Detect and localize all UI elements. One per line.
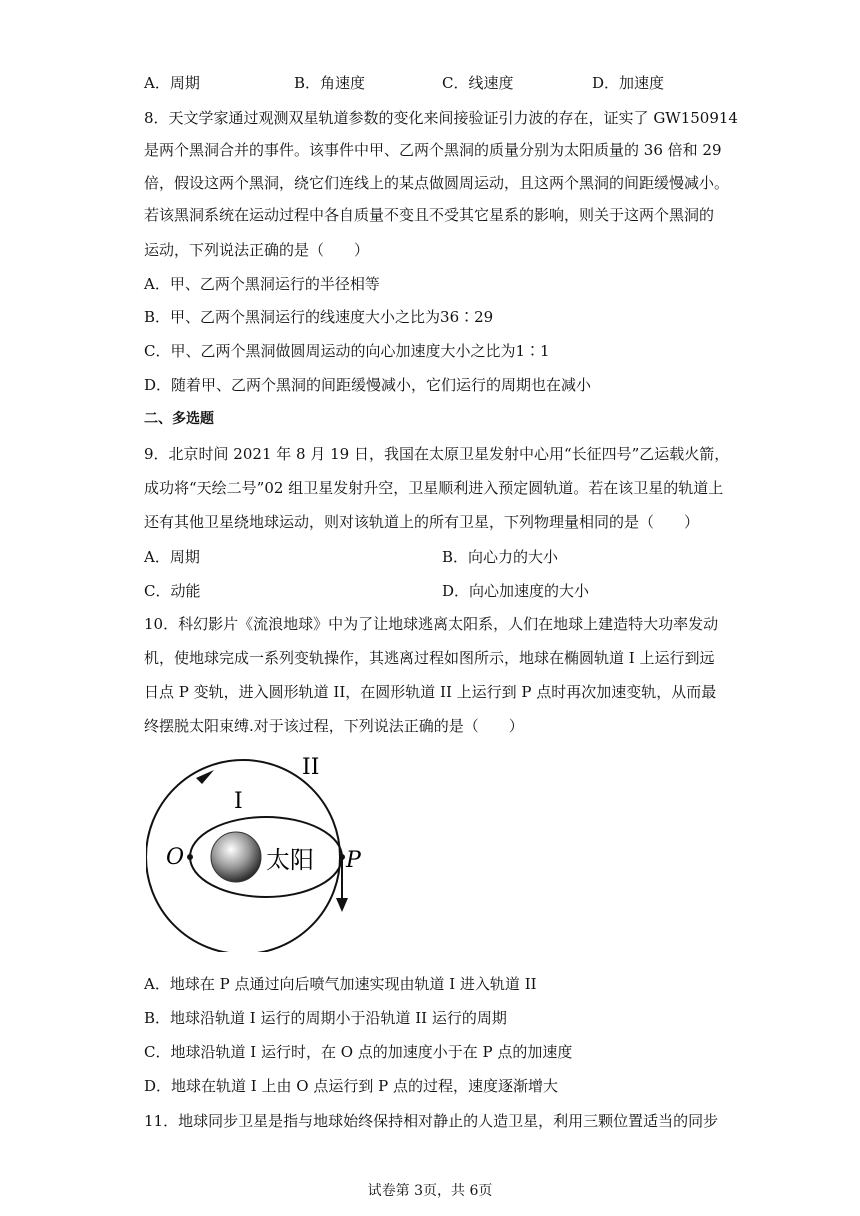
page-footer: 试卷第 3页，共 6页 <box>367 1183 493 1199</box>
q8-option-a[interactable]: A．甲、乙两个黑洞运行的半径相等 <box>144 275 380 293</box>
q8-option-b[interactable]: B．甲、乙两个黑洞运行的线速度大小之比为36∶29 <box>144 308 494 326</box>
q10-text-line: 日点 P 变轨，进入圆形轨道 II，在圆形轨道 II 上运行到 P 点时再次加速变轨，从而最 <box>144 683 717 701</box>
q9-option-c[interactable]: C．动能 <box>144 582 201 600</box>
point-o-dot <box>187 854 193 860</box>
q10-option-a[interactable]: A．地球在 P 点通过向后喷气加速实现由轨道 I 进入轨道 II <box>144 975 537 993</box>
q11-text-line: 11．地球同步卫星是指与地球始终保持相对静止的人造卫星，利用三颗位置适当的同步 <box>144 1112 719 1130</box>
orbit-diagram <box>146 752 386 952</box>
q7-options <box>144 72 744 92</box>
q7-option-b[interactable]: B．角速度 <box>294 74 366 92</box>
q9-option-a[interactable]: A．周期 <box>144 548 200 566</box>
label-point-p: P <box>346 848 361 873</box>
q7-option-a[interactable]: A．周期 <box>144 74 200 92</box>
q7-option-c[interactable]: C．线速度 <box>442 74 514 92</box>
q9-options-row-1 <box>144 546 744 566</box>
q10-text-line: 机，使地球完成一系列变轨操作，其逃离过程如图所示，地球在椭圆轨道 I 上运行到远 <box>144 649 715 667</box>
q10-option-d[interactable]: D．地球在轨道 I 上由 O 点运行到 P 点的过程，速度逐渐增大 <box>144 1077 558 1095</box>
q8-text-line: 运动，下列说法正确的是（ ） <box>144 241 370 259</box>
label-sun: 太阳 <box>266 846 314 874</box>
sun-icon <box>211 832 261 882</box>
q9-text-line: 9．北京时间 2021 年 8 月 19 日，我国在太原卫星发射中心用“长征四号”乙运载火箭， <box>144 445 730 463</box>
point-p-dot <box>339 854 345 860</box>
q8-text-line: 若该黑洞系统在运动过程中各自质量不变且不受其它星系的影响，则关于这两个黑洞的 <box>144 206 715 224</box>
q8-option-d[interactable]: D．随着甲、乙两个黑洞的间距缓慢减小，它们运行的周期也在减小 <box>144 376 592 394</box>
label-orbit-i: I <box>234 789 243 814</box>
q10-text-line: 10．科幻影片《流浪地球》中为了让地球逃离太阳系，人们在地球上建造特大功率发动 <box>144 615 719 633</box>
q9-text-line: 还有其他卫星绕地球运动，则对该轨道上的所有卫星，下列物理量相同的是（ ） <box>144 513 700 531</box>
q8-text-line: 是两个黑洞合并的事件。该事件中甲、乙两个黑洞的质量分别为太阳质量的 36 倍和 29 <box>144 141 722 159</box>
q10-option-b[interactable]: B．地球沿轨道 I 运行的周期小于沿轨道 II 运行的周期 <box>144 1009 507 1027</box>
label-orbit-ii: II <box>302 755 320 780</box>
q10-text-line: 终摆脱太阳束缚.对于该过程，下列说法正确的是（ ） <box>144 717 524 735</box>
section-title-multiple-choice: 二、多选题 <box>144 411 214 427</box>
orbit-direction-arrow-icon <box>196 770 214 784</box>
q9-option-d[interactable]: D．向心加速度的大小 <box>442 582 590 600</box>
q8-option-c[interactable]: C．甲、乙两个黑洞做圆周运动的向心加速度大小之比为1∶1 <box>144 342 550 360</box>
label-point-o: O <box>166 845 185 870</box>
q7-option-d[interactable]: D．加速度 <box>592 74 665 92</box>
q10-option-c[interactable]: C．地球沿轨道 I 运行时，在 O 点的加速度小于在 P 点的加速度 <box>144 1043 573 1061</box>
q8-text-line: 倍，假设这两个黑洞，绕它们连线上的某点做圆周运动，且这两个黑洞的间距缓慢减小。 <box>144 174 730 192</box>
q9-text-line: 成功将“天绘二号”02 组卫星发射升空，卫星顺利进入预定圆轨道。若在该卫星的轨道上 <box>144 479 724 497</box>
q8-text-line: 8．天文学家通过观测双星轨道参数的变化来间接验证引力波的存在，证实了 GW150914 <box>144 109 738 127</box>
q9-options-row-2 <box>144 580 744 600</box>
q9-option-b[interactable]: B．向心力的大小 <box>442 548 559 566</box>
velocity-arrow-icon <box>336 898 348 912</box>
